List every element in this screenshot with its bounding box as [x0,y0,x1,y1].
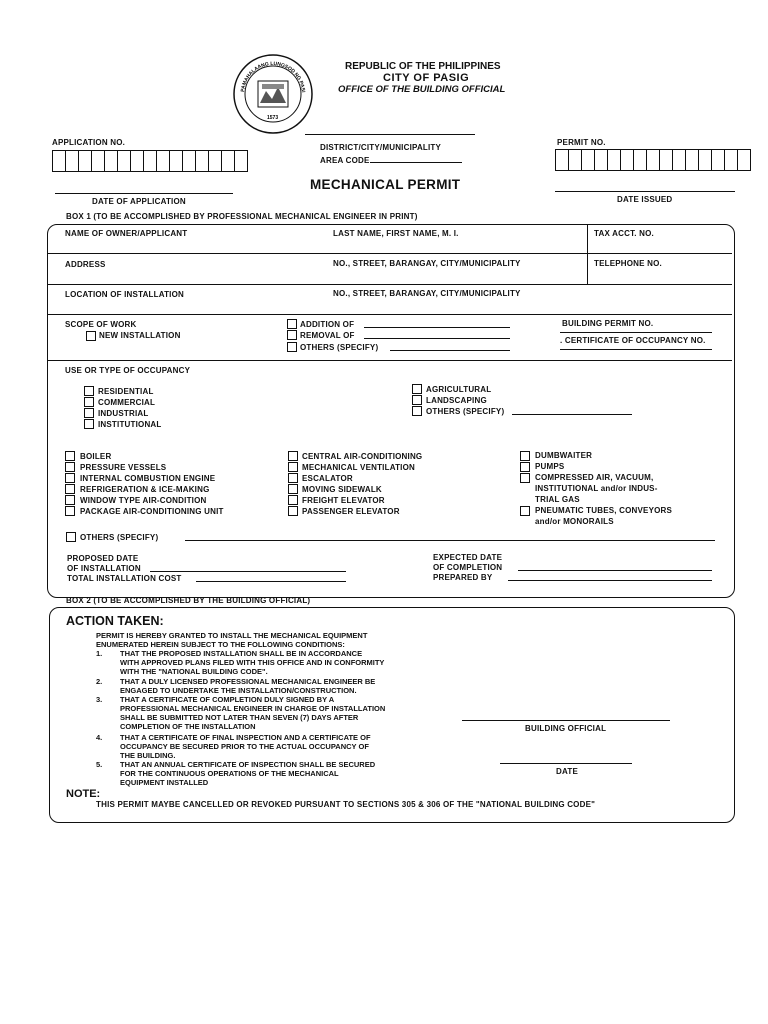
industrial-label: INDUSTRIAL [98,409,149,418]
owner-hint: LAST NAME, FIRST NAME, M. I. [333,229,459,238]
address-hint: NO., STREET, BARANGAY, CITY/MUNICIPALITY [333,259,521,268]
pumps-label: PUMPS [535,462,565,471]
package-aircon-checkbox[interactable] [65,506,75,516]
area-code-label: AREA CODE [320,156,370,165]
proposed-date-label-1: PROPOSED DATE [67,554,139,563]
conditions-intro-1: PERMIT IS HEREBY GRANTED TO INSTALL THE MECHANICAL EQUIPMENT [96,631,368,640]
location-label: LOCATION OF INSTALLATION [65,290,185,299]
expected-date-label-2: OF COMPLETION [433,563,503,572]
condition-1-num: 1. [96,649,103,658]
use-others-field[interactable] [512,414,632,415]
condition-5-line-1: THAT AN ANNUAL CERTIFICATE OF INSPECTION SHALL BE SECURED [120,760,376,769]
addition-of-label: ADDITION OF [300,320,355,329]
condition-2-line-2: ENGAGED TO UNDERTAKE THE INSTALLATION/CONSTRUCTION. [120,686,357,695]
official-date-label: DATE [556,767,578,776]
certificate-occupancy-field[interactable] [560,349,712,350]
total-cost-field[interactable] [196,581,346,582]
scope-label: SCOPE OF WORK [65,320,137,329]
pressure-vessels-checkbox[interactable] [65,462,75,472]
condition-3-line-4: COMPLETION OF THE INSTALLATION [120,722,256,731]
building-official-label: BUILDING OFFICIAL [525,724,607,733]
residential-label: RESIDENTIAL [98,387,154,396]
application-no-boxes[interactable] [52,150,248,172]
building-official-signature-field[interactable] [462,720,670,721]
use-others-label: OTHERS (SPECIFY) [426,407,505,416]
condition-3-num: 3. [96,695,103,704]
condition-4-line-1: THAT A CERTIFICATE OF FINAL INSPECTION AND A CERTIFICATE OF [120,733,371,742]
pneumatic-tubes-label-2: and/or MONORAILS [535,517,614,526]
date-of-application-field[interactable] [55,193,233,194]
date-issued-field[interactable] [555,191,735,192]
svg-text:1573: 1573 [267,115,279,121]
condition-3-line-1: THAT A CERTIFICATE OF COMPLETION DULY SIGNED BY A [120,695,335,704]
commercial-checkbox[interactable] [84,397,94,407]
owner-label: NAME OF OWNER/APPLICANT [65,229,188,238]
building-permit-no-field[interactable] [560,332,712,333]
box1-heading: BOX 1 (TO BE ACCOMPLISHED BY PROFESSIONAL MECHANICAL ENGINEER IN PRINT) [66,212,418,221]
window-aircon-label: WINDOW TYPE AIR-CONDITION [80,496,207,505]
use-heading: USE OR TYPE OF OCCUPANCY [65,366,191,375]
pumps-checkbox[interactable] [520,462,530,472]
addition-of-checkbox[interactable] [287,319,297,329]
area-code-field[interactable] [370,162,462,163]
compressed-air-label-2: INSTITUTIONAL and/or INDUS- [535,484,658,493]
telephone-label: TELEPHONE NO. [594,259,662,268]
use-others-checkbox[interactable] [412,406,422,416]
condition-3-line-2: PROFESSIONAL MECHANICAL ENGINEER IN CHARGE OF INSTALLATION [120,704,386,713]
address-label: ADDRESS [65,260,106,269]
note-text: THIS PERMIT MAYBE CANCELLED OR REVOKED PURSUANT TO SECTIONS 305 & 306 OF THE "NATIONAL BUILDING CODE" [96,800,596,809]
official-date-field[interactable] [500,763,632,764]
pneumatic-tubes-checkbox[interactable] [520,506,530,516]
commercial-label: COMMERCIAL [98,398,156,407]
freight-elevator-checkbox[interactable] [288,495,298,505]
header-city: CITY OF PASIG [383,72,470,84]
new-installation-label: NEW INSTALLATION [99,331,181,340]
combustion-engine-label: INTERNAL COMBUSTION ENGINE [80,474,216,483]
action-taken-label: ACTION TAKEN: [66,614,164,628]
pressure-vessels-label: PRESSURE VESSELS [80,463,167,472]
compressed-air-checkbox[interactable] [520,473,530,483]
refrigeration-checkbox[interactable] [65,484,75,494]
passenger-elevator-checkbox[interactable] [288,506,298,516]
institutional-checkbox[interactable] [84,419,94,429]
equip-others-checkbox[interactable] [66,532,76,542]
residential-checkbox[interactable] [84,386,94,396]
condition-5-num: 5. [96,760,103,769]
window-aircon-checkbox[interactable] [65,495,75,505]
condition-2-num: 2. [96,677,103,686]
condition-2-line-1: THAT A DULY LICENSED PROFESSIONAL MECHANICAL ENGINEER BE [120,677,376,686]
condition-4-num: 4. [96,733,103,742]
location-hint: NO., STREET, BARANGAY, CITY/MUNICIPALITY [333,289,521,298]
addition-of-field[interactable] [364,327,510,328]
permit-no-boxes[interactable] [555,149,751,171]
condition-1-line-3: WITH THE "NATIONAL BUILDING CODE". [120,667,268,676]
scope-others-label: OTHERS (SPECIFY) [300,343,379,352]
agricultural-checkbox[interactable] [412,384,422,394]
central-aircon-label: CENTRAL AIR-CONDITIONING [302,452,423,461]
prepared-by-field[interactable] [508,580,712,581]
removal-of-field[interactable] [364,338,510,339]
conditions-intro-2: ENUMERATED HEREIN SUBJECT TO THE FOLLOWING CONDITIONS: [96,640,345,649]
condition-5-line-3: EQUIPMENT INSTALLED [120,778,209,787]
condition-1-line-2: WITH APPROVED PLANS FILED WITH THIS OFFICE AND IN CONFORMITY [120,658,385,667]
removal-of-label: REMOVAL OF [300,331,355,340]
proposed-date-field[interactable] [150,571,346,572]
box2-heading: BOX 2 (TO BE ACCOMPLISHED BY THE BUILDING OFFICIAL) [66,596,311,605]
package-aircon-label: PACKAGE AIR-CONDITIONING UNIT [80,507,224,516]
header-republic: REPUBLIC OF THE PHILIPPINES [345,61,501,72]
scope-others-checkbox[interactable] [287,342,297,352]
condition-4-line-3: THE BUILDING. [120,751,176,760]
refrigeration-label: REFRIGERATION & ICE-MAKING [80,485,210,494]
condition-3-line-3: SHALL BE SUBMITTED NOT LATER THAN SEVEN (7) DAYS AFTER [120,713,359,722]
condition-5-line-2: FOR THE CONTINUOUS OPERATIONS OF THE MECHANICAL [120,769,339,778]
application-no-label: APPLICATION NO. [52,138,126,147]
tax-label: TAX ACCT. NO. [594,229,654,238]
permit-no-label: PERMIT NO. [557,138,606,147]
form-title: MECHANICAL PERMIT [310,177,461,192]
proposed-date-label-2: OF INSTALLATION [67,564,141,573]
moving-sidewalk-checkbox[interactable] [288,484,298,494]
institutional-label: INSTITUTIONAL [98,420,162,429]
moving-sidewalk-label: MOVING SIDEWALK [302,485,382,494]
city-seal [232,53,314,135]
combustion-engine-checkbox[interactable] [65,473,75,483]
equip-others-field[interactable] [185,540,715,541]
building-permit-no-label: BUILDING PERMIT NO. [562,319,654,328]
new-installation-checkbox[interactable] [86,331,96,341]
certificate-occupancy-label: . CERTIFICATE OF OCCUPANCY NO. [560,336,706,345]
landscaping-label: LANDSCAPING [426,396,487,405]
passenger-elevator-label: PASSENGER ELEVATOR [302,507,400,516]
expected-date-field[interactable] [518,570,712,571]
dumbwaiter-label: DUMBWAITER [535,451,593,460]
mechanical-ventilation-checkbox[interactable] [288,462,298,472]
equip-others-label: OTHERS (SPECIFY) [80,533,159,542]
header-office: OFFICE OF THE BUILDING OFFICIAL [338,84,506,95]
boiler-label: BOILER [80,452,112,461]
svg-text:PAMAHALAANG LUNGSOD NG PASIG: PAMAHALAANG LUNGSOD NG PASI [240,60,306,93]
boiler-checkbox[interactable] [65,451,75,461]
note-label: NOTE: [66,788,101,800]
pneumatic-tubes-label-1: PNEUMATIC TUBES, CONVEYORS [535,506,673,515]
central-aircon-checkbox[interactable] [288,451,298,461]
total-cost-label: TOTAL INSTALLATION COST [67,574,182,583]
landscaping-checkbox[interactable] [412,395,422,405]
dumbwaiter-checkbox[interactable] [520,451,530,461]
industrial-checkbox[interactable] [84,408,94,418]
date-issued-label: DATE ISSUED [617,195,673,204]
date-of-application-label: DATE OF APPLICATION [92,197,186,206]
prepared-by-label: PREPARED BY [433,573,493,582]
mechanical-ventilation-label: MECHANICAL VENTILATION [302,463,415,472]
freight-elevator-label: FREIGHT ELEVATOR [302,496,385,505]
escalator-checkbox[interactable] [288,473,298,483]
compressed-air-label-3: TRIAL GAS [535,495,580,504]
escalator-label: ESCALATOR [302,474,353,483]
removal-of-checkbox[interactable] [287,330,297,340]
expected-date-label-1: EXPECTED DATE [433,553,503,562]
scope-others-field[interactable] [390,350,510,351]
condition-4-line-2: OCCUPANCY BE SECURED PRIOR TO THE ACTUAL OCCUPANCY OF [120,742,369,751]
district-label: DISTRICT/CITY/MUNICIPALITY [320,143,442,152]
agricultural-label: AGRICULTURAL [426,385,492,394]
compressed-air-label-1: COMPRESSED AIR, VACUUM, [535,473,654,482]
condition-1-line-1: THAT THE PROPOSED INSTALLATION SHALL BE IN ACCORDANCE [120,649,363,658]
